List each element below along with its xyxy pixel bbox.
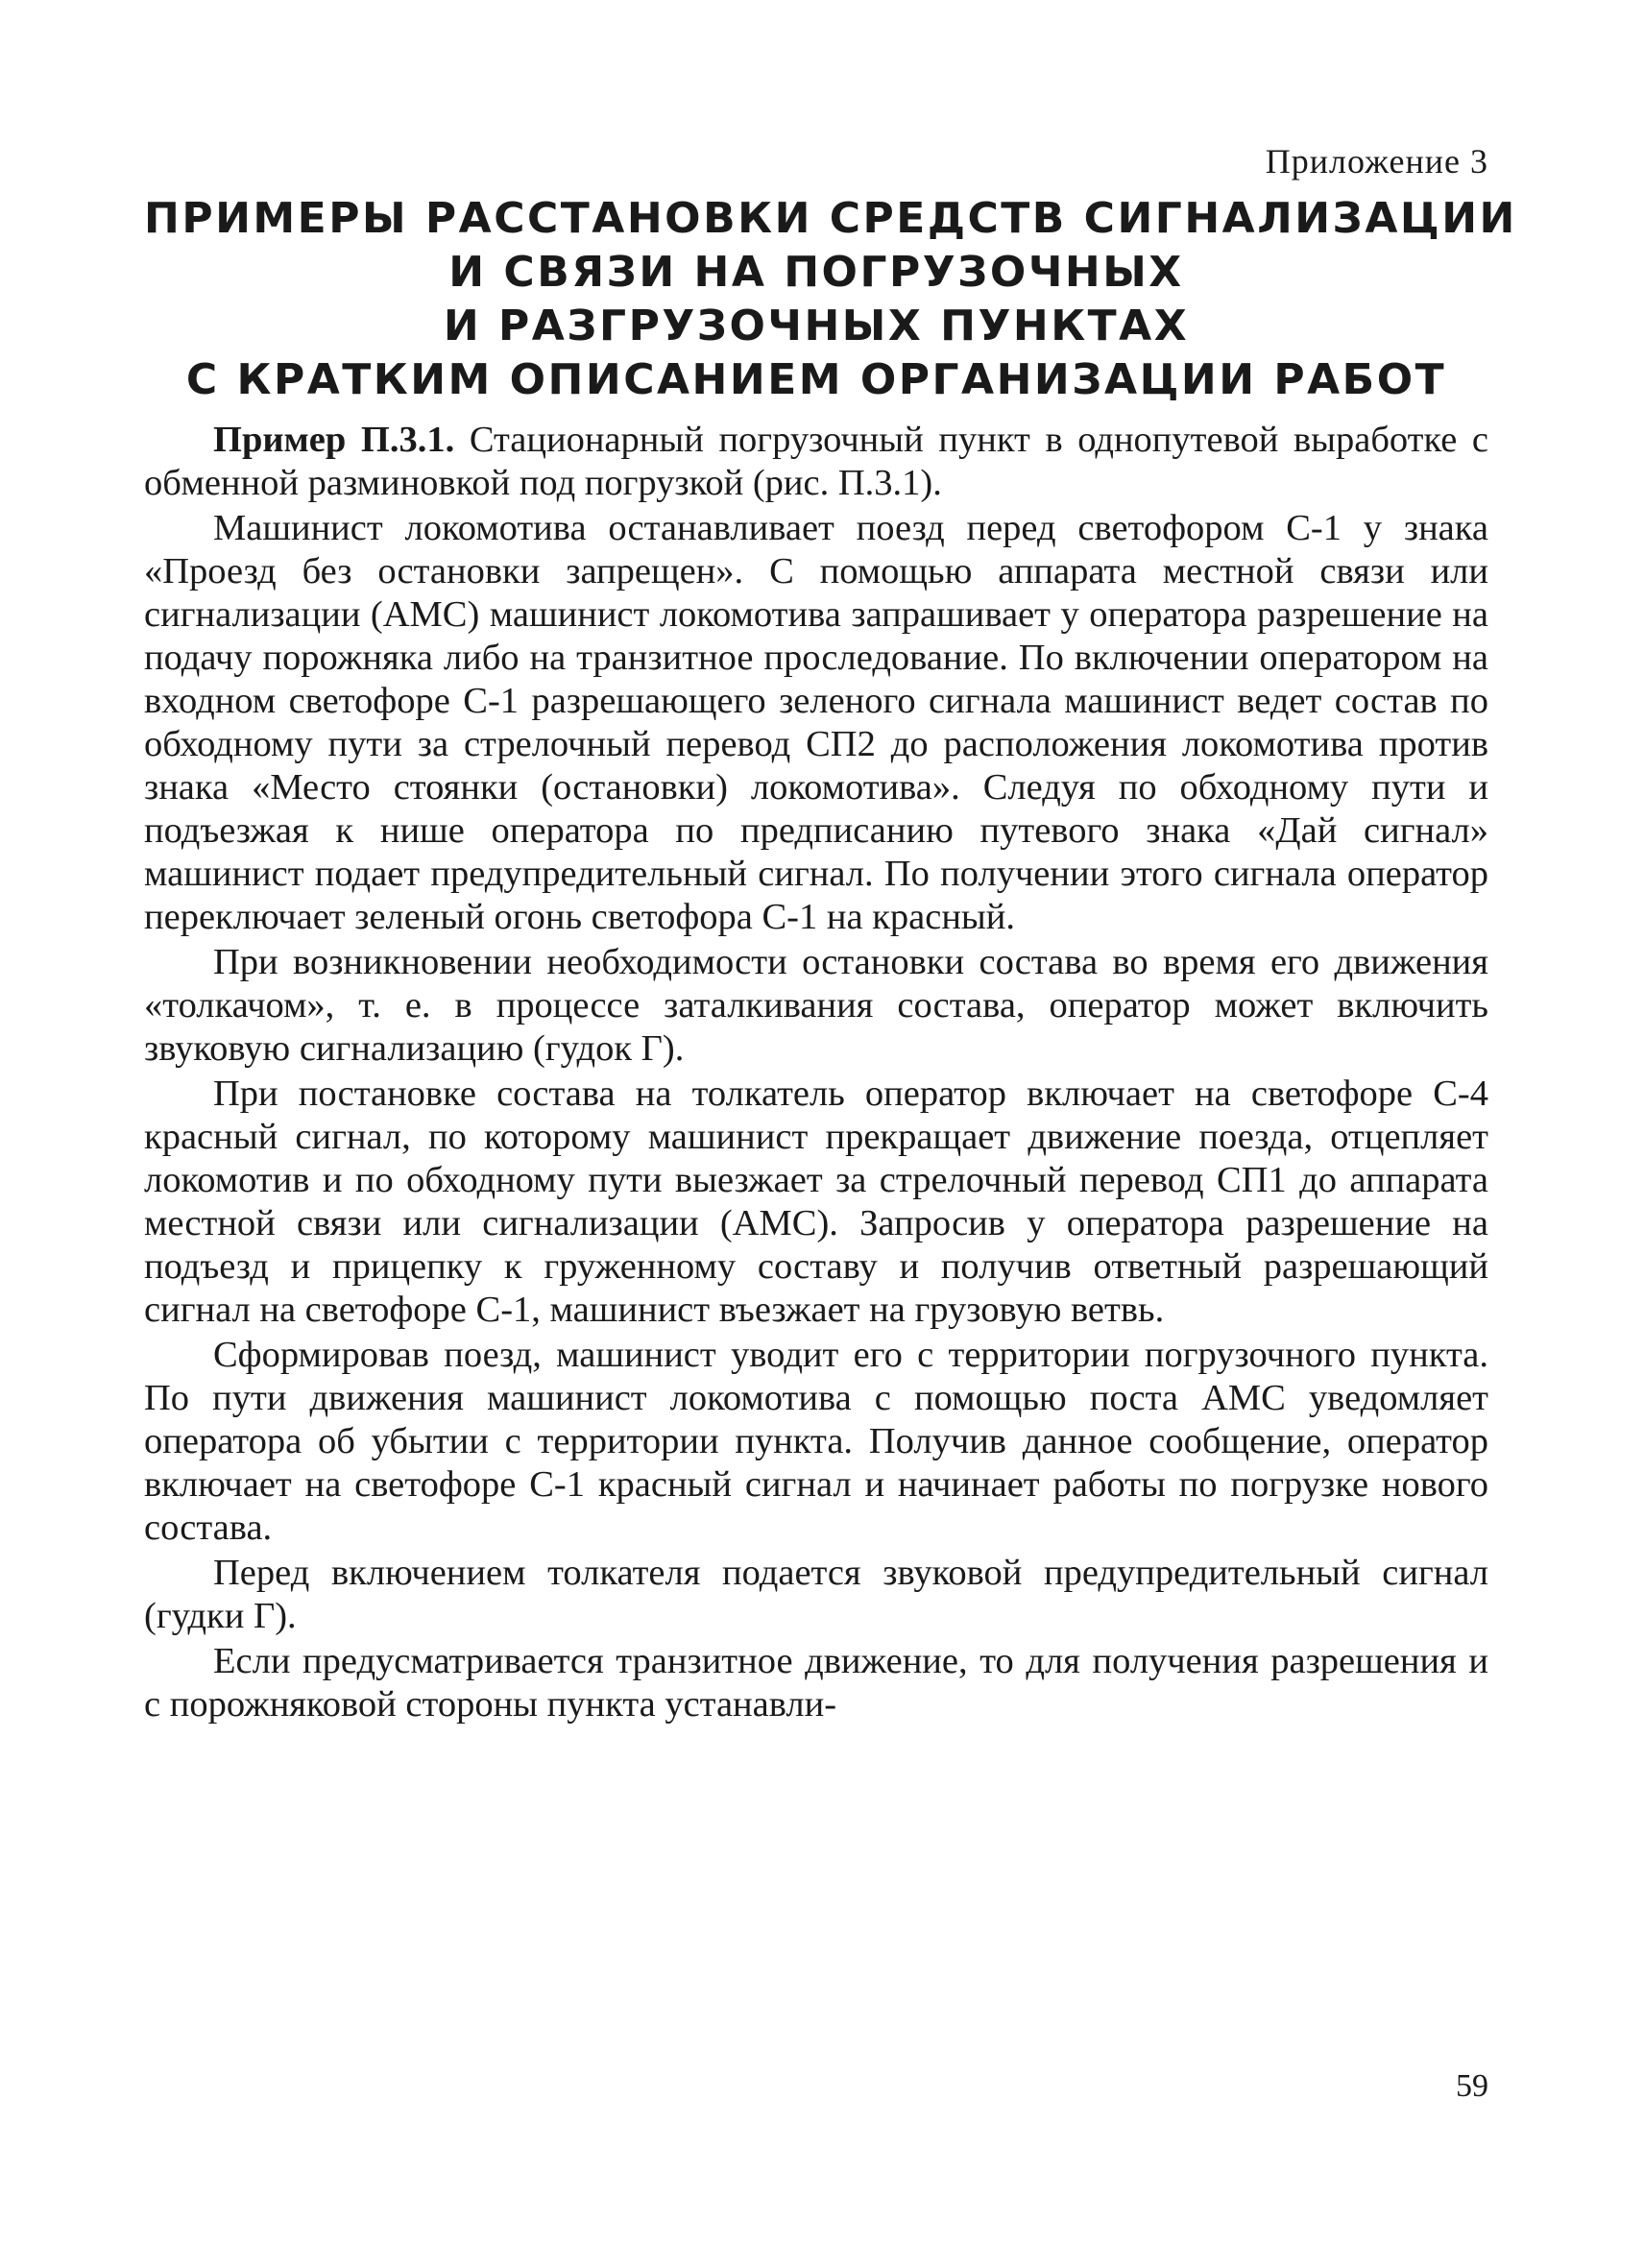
paragraph: Машинист локомотива останавливает поезд перед светофором С-1 у знака «Проезд без остановки запрещен». С помощью аппарата местной связи или сигнализации (АМС) машинист локомотива запрашивает у оператора разрешение на подачу порожняка либо на транзитное проследование. По включении оператором на входном светофоре С-1 разрешающего зеленого сигнала машинист ведет состав по обходному пути за стрелочный перевод СП2 до расположения локомотива против знака «Место стоянки (остановки) локомотива». Следуя по обходному пути и подъезжая к нише оператора по предписанию путевого знака «Дай сигнал» машинист подает предупредительный сигнал. По получении этого сигнала оператор переключает зеленый огонь светофора С-1 на красный. (144, 508, 1488, 937)
paragraph: Если предусматривается транзитное движение, то для получения разрешения и с порожняковой стороны пункта устанавли- (144, 1641, 1488, 1725)
body-text (144, 419, 1488, 1726)
page-title (144, 192, 1517, 407)
example-description: Стационарный погрузочный пункт в однопутевой выработке с обменной разминовкой под погрузкой (рис. П.3.1). (144, 420, 1489, 503)
paragraph: Перед включением толкателя подается звуковой предупредительный сигнал (гудки Г). (144, 1553, 1488, 1636)
title-line: И СВЯЗИ НА ПОГРУЗОЧНЫХ (448, 248, 1184, 297)
title-line: ПРИМЕРЫ РАССТАНОВКИ СРЕДСТВ СИГНАЛИЗАЦИИ (144, 194, 1517, 243)
paragraph: При возникновении необходимости остановки состава во время его движения «толкачом», т. е. в процессе заталкивания состава, оператор может включить звуковую сигнализацию (гудок Г). (144, 942, 1488, 1069)
title-line: С КРАТКИМ ОПИСАНИЕМ ОРГАНИЗАЦИИ РАБОТ (185, 355, 1447, 404)
page-number: 59 (1456, 2068, 1488, 2104)
paragraph: Сформировав поезд, машинист уводит его с территории погрузочного пункта. По пути движения машинист локомотива с помощью поста АМС уведомляет оператора об убытии с территории пункта. Получив данное сообщение, оператор включает на светофоре С-1 красный сигнал и начинает работы по погрузке нового состава. (144, 1335, 1488, 1548)
appendix-label: Приложение 3 (1265, 142, 1488, 181)
example-paragraph (144, 419, 1488, 505)
example-label: Пример П.3.1. (213, 420, 455, 460)
document-page (144, 142, 1517, 2208)
paragraph: При постановке состава на толкатель оператор включает на светофоре С-4 красный сигнал, по которому машинист прекращает движение поезда, отцепляет локомотив и по обходному пути выезжает за стрелочный перевод СП1 до аппарата местной связи или сигнализации (АМС). Запросив у оператора разрешение на подъезд и прицепку к груженному составу и получив ответный разрешающий сигнал на светофоре С-1, машинист въезжает на грузовую ветвь. (144, 1074, 1488, 1330)
title-line: И РАЗГРУЗОЧНЫХ ПУНКТАХ (443, 302, 1190, 350)
